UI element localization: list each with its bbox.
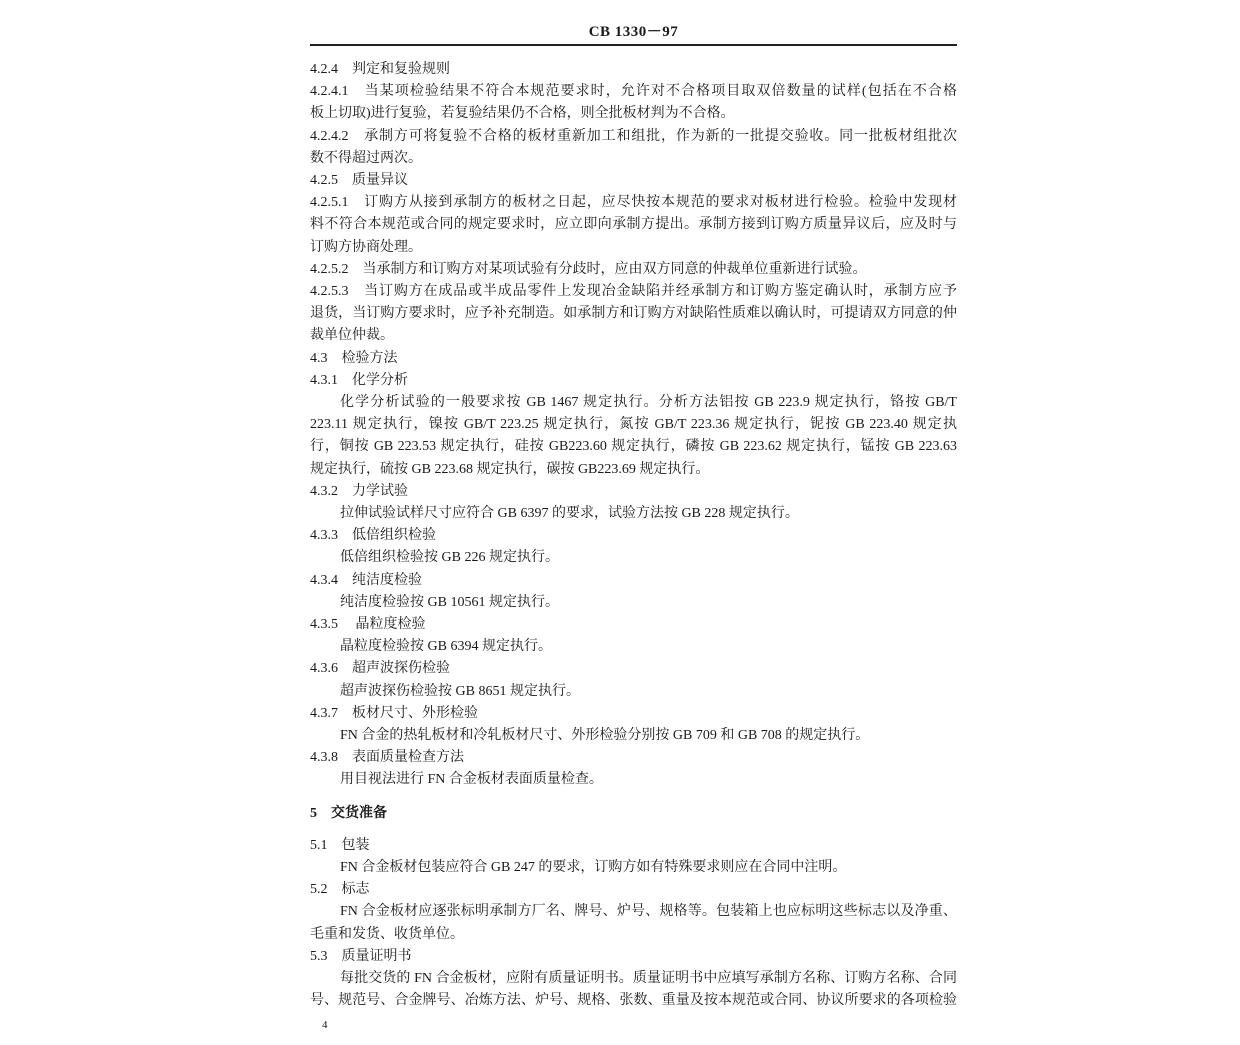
text-line: 4.3.8 表面质量检查方法 (310, 750, 464, 766)
text-line: 每批交货的 FN 合金板材，应附有质量证明书。质量证明书中应填写承制方名称、订购方名称、合同 (340, 970, 957, 986)
text-line: 板上切取)进行复验，若复验结果仍不合格，则全批板材判为不合格。 (310, 106, 735, 122)
text-line: 订购方协商处理。 (310, 239, 422, 255)
text-line: FN 合金的热轧板材和冷轧板材尺寸、外形检验分别按 GB 709 和 GB 708 的规定执行。 (340, 727, 870, 743)
text-line: 行，铜按 GB 223.53 规定执行，硅按 GB223.60 规定执行，磷按 GB 223.62 规定执行，锰按 GB 223.63 (310, 439, 957, 455)
text-line: 4.2.5 质量异议 (310, 172, 408, 188)
text-line: 用目视法进行 FN 合金板材表面质量检查。 (340, 772, 603, 788)
text-line: 4.3.1 化学分析 (310, 372, 408, 388)
text-line: 退货，当订购方要求时，应予补充制造。如承制方和订购方对缺陷性质难以确认时，可提请双方同意的仲 (310, 306, 957, 322)
text-line: 4.2.5.1 订购方从接到承制方的板材之日起，应尽快按本规范的要求对板材进行检验。检验中发现材 (310, 195, 957, 211)
text-line: 5.3 质量证明书 (310, 948, 412, 964)
text-line: 4.3.4 纯洁度检验 (310, 572, 422, 588)
text-line: 4.3.5 晶粒度检验 (310, 616, 426, 632)
text-line: 拉伸试验试样尺寸应符合 GB 6397 的要求，试验方法按 GB 228 规定执行。 (340, 505, 799, 521)
text-line: 4.3.6 超声波探伤检验 (310, 661, 450, 677)
text-line: 低倍组织检验按 GB 226 规定执行。 (340, 550, 559, 566)
text-line: FN 合金板材应逐张标明承制方厂名、牌号、炉号、规格等。包装箱上也应标明这些标志以及净重、 (340, 904, 957, 920)
text-line: 数不得超过两次。 (310, 150, 422, 166)
page-number: 4 (322, 1019, 328, 1031)
text-line: 4.2.4.1 当某项检验结果不符合本规范要求时，允许对不合格项目取双倍数量的试样(包括在不合格 (310, 84, 957, 100)
text-line: 晶粒度检验按 GB 6394 规定执行。 (340, 639, 552, 655)
header-rule (310, 44, 957, 46)
text-line: 超声波探伤检验按 GB 8651 规定执行。 (340, 683, 580, 699)
text-line: 4.2.5.2 当承制方和订购方对某项试验有分歧时，应由双方同意的仲裁单位重新进行试验。 (310, 261, 867, 277)
text-line: 4.2.4.2 承制方可将复验不合格的板材重新加工和组批，作为新的一批提交验收。同一批板材组批次 (310, 128, 957, 144)
text-line: 5.1 包装 (310, 837, 370, 853)
text-line: 毛重和发货、收货单位。 (310, 926, 464, 942)
text-line: 号、规范号、合金牌号、冶炼方法、炉号、规格、张数、重量及按本规范或合同、协议所要求的各项检验 (310, 993, 957, 1009)
text-line: 223.11 规定执行，镍按 GB/T 223.25 规定执行，氮按 GB/T 223.36 规定执行，铌按 GB 223.40 规定执 (310, 417, 957, 433)
section-heading: 5 交货准备 (310, 805, 387, 821)
text-line: 4.3 检验方法 (310, 350, 398, 366)
text-line: 料不符合本规范或合同的规定要求时，应立即向承制方提出。承制方接到订购方质量异议后，应及时与 (310, 217, 957, 233)
text-line: 5.2 标志 (310, 882, 370, 898)
text-line: 规定执行，硫按 GB 223.68 规定执行，碳按 GB223.69 规定执行。 (310, 461, 710, 477)
text-line: 4.2.4 判定和复验规则 (310, 62, 450, 77)
text-line: 裁单位仲裁。 (310, 328, 394, 344)
document-body (310, 59, 957, 1012)
text-line: 4.2.5.3 当订购方在成品或半成品零件上发现冶金缺陷并经承制方和订购方鉴定确认时，承制方应予 (310, 283, 957, 299)
text-line: 4.3.3 低倍组织检验 (310, 528, 436, 544)
text-line: FN 合金板材包装应符合 GB 247 的要求，订购方如有特殊要求则应在合同中注明。 (340, 859, 847, 875)
document-code-header: CB 1330－97 (588, 24, 679, 40)
text-line: 化学分析试验的一般要求按 GB 1467 规定执行。分析方法铝按 GB 223.9 规定执行，铬按 GB/T (340, 394, 957, 410)
text-line: 纯洁度检验按 GB 10561 规定执行。 (340, 594, 559, 610)
text-line: 4.3.2 力学试验 (310, 483, 408, 499)
text-line: 4.3.7 板材尺寸、外形检验 (310, 705, 478, 721)
